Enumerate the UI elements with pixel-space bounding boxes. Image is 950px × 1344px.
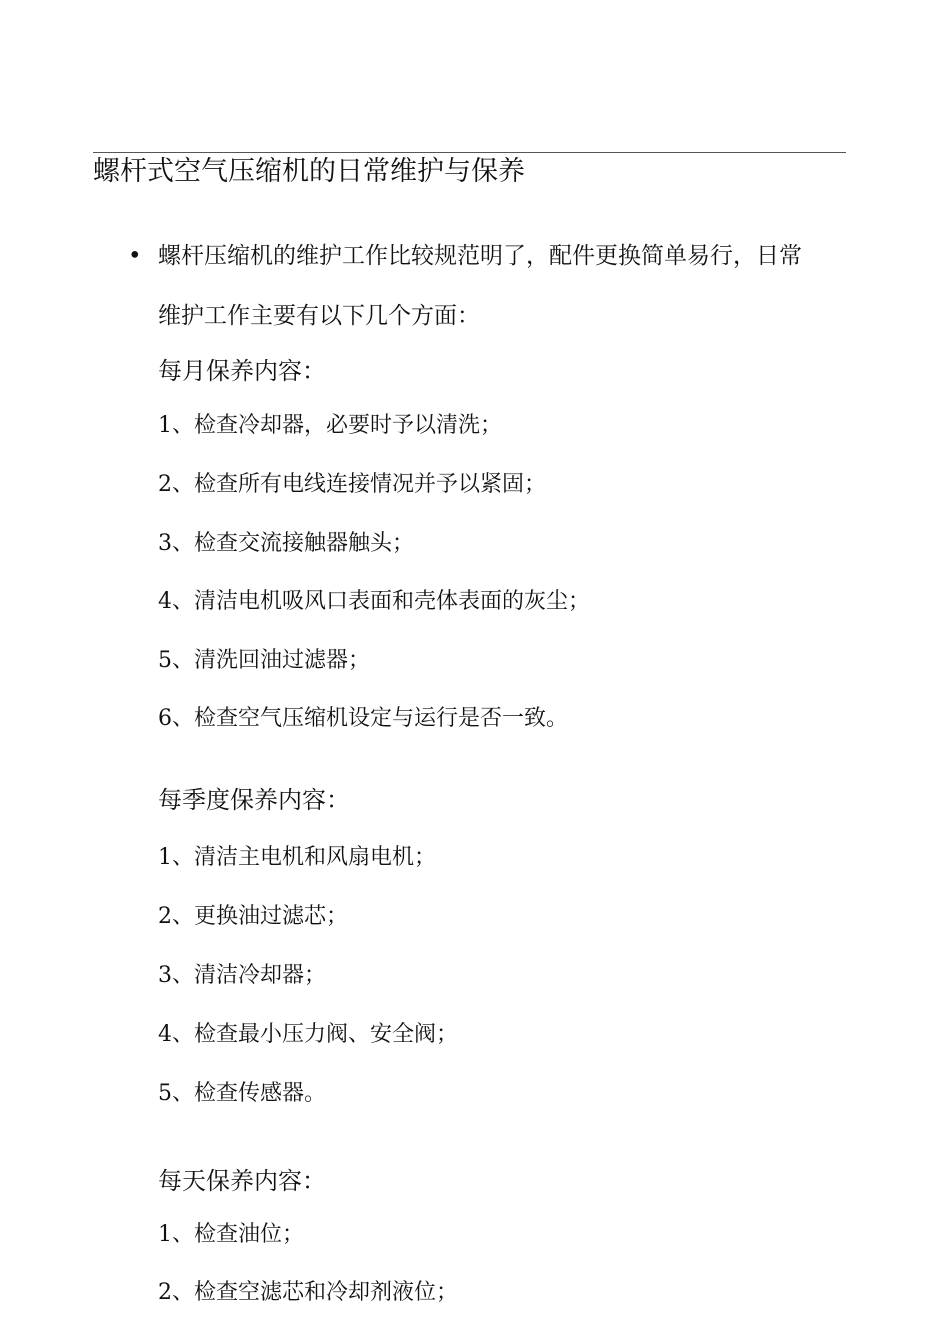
bullet-icon: • bbox=[128, 243, 142, 269]
list-item: 6、检查空气压缩机设定与运行是否一致。 bbox=[158, 706, 568, 731]
section-heading-quarterly: 每季度保养内容： bbox=[158, 786, 350, 814]
header-rule bbox=[93, 152, 846, 153]
list-item: 1、清洁主电机和风扇电机； bbox=[158, 845, 436, 870]
list-item: 2、更换油过滤芯； bbox=[158, 904, 348, 929]
list-item: 3、检查交流接触器触头； bbox=[158, 531, 414, 556]
list-item: 4、清洁电机吸风口表面和壳体表面的灰尘； bbox=[158, 589, 590, 614]
list-item: 2、检查空滤芯和冷却剂液位； bbox=[158, 1280, 458, 1305]
list-item: 2、检查所有电线连接情况并予以紧固； bbox=[158, 472, 546, 497]
section-heading-daily: 每天保养内容： bbox=[158, 1167, 326, 1195]
section-heading-monthly: 每月保养内容： bbox=[158, 357, 326, 385]
document-title: 螺杆式空气压缩机的日常维护与保养 bbox=[93, 156, 525, 187]
list-item: 5、检查传感器。 bbox=[158, 1081, 326, 1106]
list-item: 3、清洁冷却器； bbox=[158, 963, 326, 988]
intro-line-2: 维护工作主要有以下几个方面： bbox=[158, 303, 480, 329]
intro-line-1: 螺杆压缩机的维护工作比较规范明了，配件更换简单易行，日常 bbox=[158, 243, 802, 269]
list-item: 4、检查最小压力阀、安全阀； bbox=[158, 1022, 458, 1047]
list-item: 1、检查冷却器，必要时予以清洗； bbox=[158, 413, 502, 438]
intro-paragraph bbox=[128, 226, 848, 346]
list-item: 5、清洗回油过滤器； bbox=[158, 648, 370, 673]
list-item: 1、检查油位； bbox=[158, 1222, 304, 1247]
